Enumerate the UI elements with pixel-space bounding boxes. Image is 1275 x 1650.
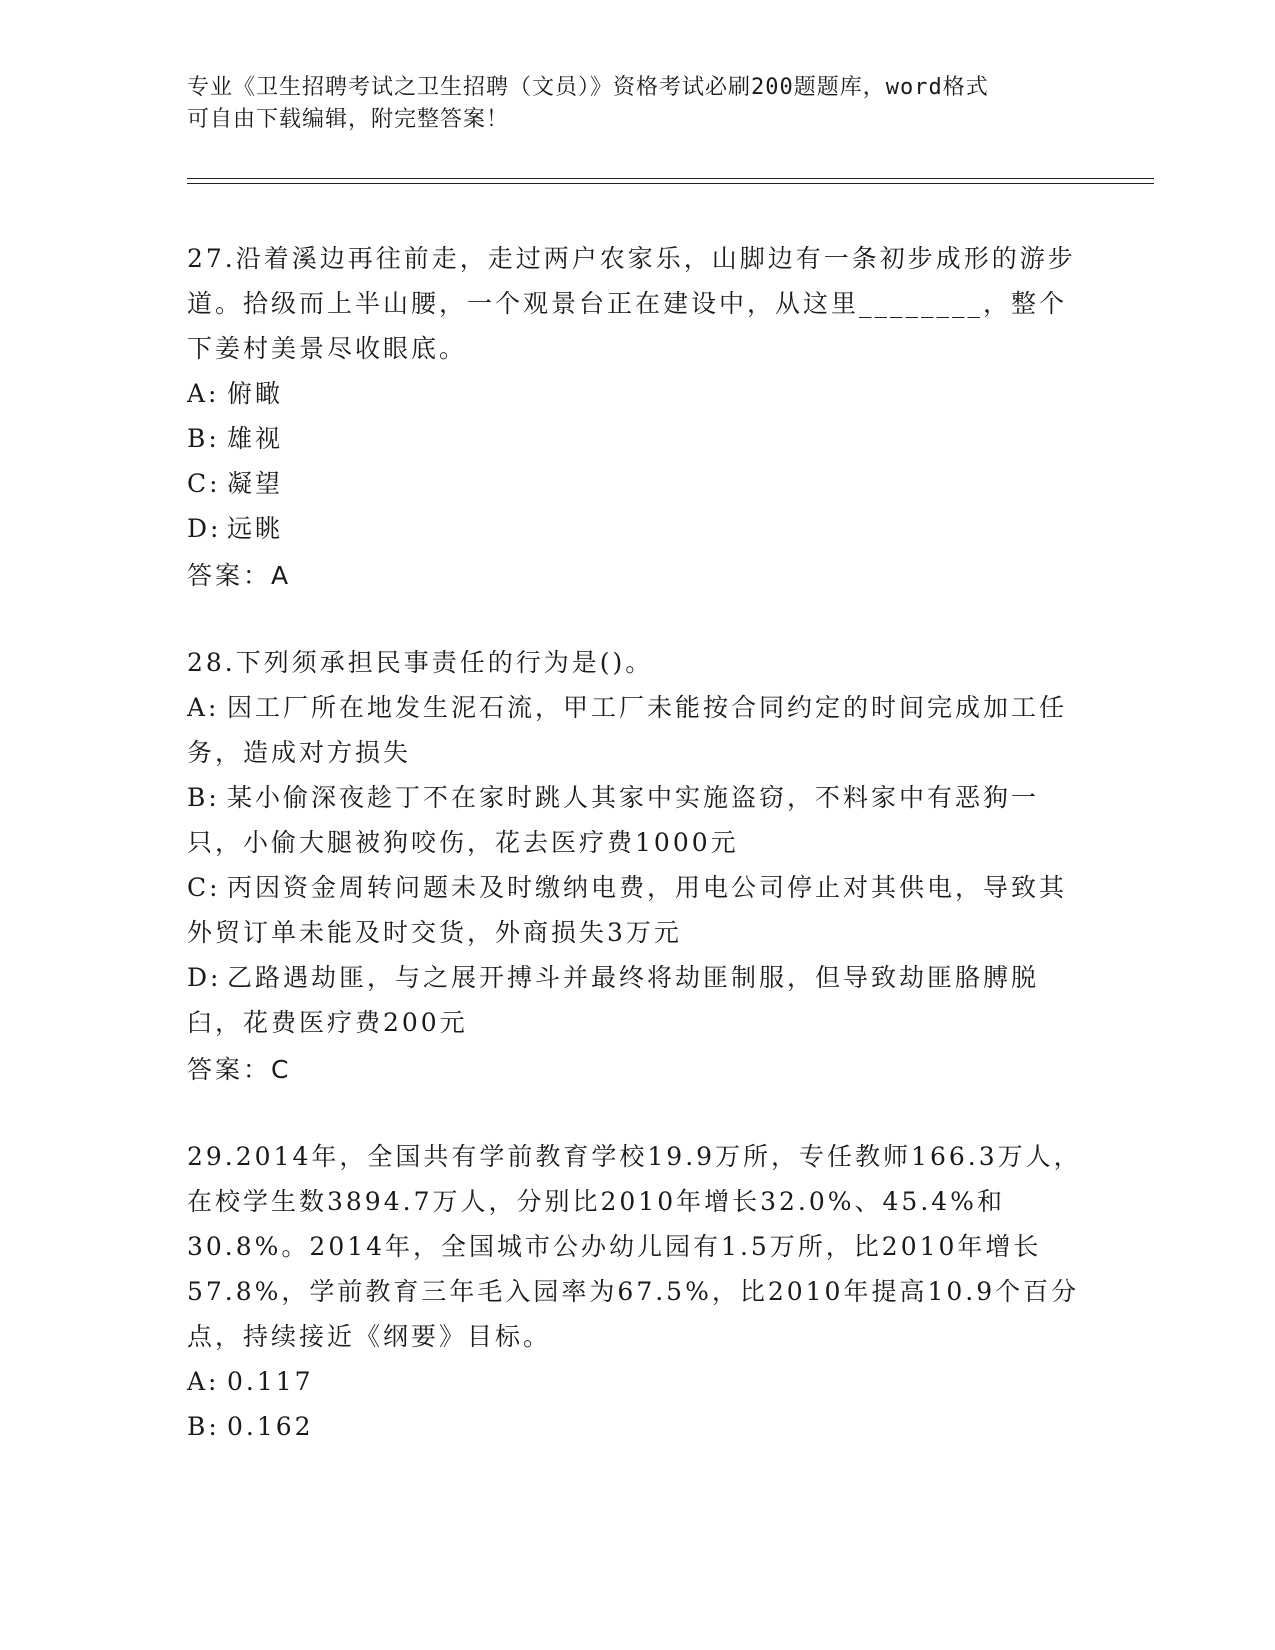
option-letter: C: [187,469,221,498]
header-line-1: 专业《卫生招聘考试之卫生招聘（文员）》资格考试必刷200题题库，word格式 [187,75,989,100]
question-29 [187,1134,1087,1449]
option-text: 0.117 [227,1367,314,1396]
header-divider-bottom [187,183,1154,184]
option-d [187,955,1087,1045]
option-letter: D: [187,514,222,543]
option-text: 凝望 [227,469,284,498]
option-letter: B: [187,424,220,453]
option-b [187,416,1087,461]
option-letter: A: [187,1367,220,1396]
question-stem: 27.沿着溪边再往前走，走过两户农家乐，山脚边有一条初步成形的游步道。拾级而上半山腰，一个观景台正在建设中，从这里________，整个下姜村美景尽收眼底。 [187,244,1076,363]
option-a [187,1359,1087,1404]
option-d [187,506,1087,551]
option-letter: B: [187,1412,220,1441]
question-stem: 28.下列须承担民事责任的行为是()。 [187,648,654,677]
question-list [187,236,1087,1491]
question-27 [187,236,1087,598]
answer-label: 答案：C [187,1055,292,1084]
option-b [187,775,1087,865]
question-28 [187,640,1087,1092]
answer-label: 答案：A [187,561,292,590]
option-c [187,461,1087,506]
question-stem: 29.2014年，全国共有学前教育学校19.9万所，专任教师166.3万人，在校学生数3894.7万人，分别比2010年增长32.0%、45.4%和30.8%。2014年，全国城市公办幼儿园有1.5万所，比2010年增长57.8%，学前教育三年毛入园率为67.5%，比2010年提高10.9个百分点，持续接近《纲要》目标。 [187,1142,1082,1351]
option-a [187,685,1087,775]
option-text: 远眺 [227,514,284,543]
header-divider-top [187,178,1154,179]
option-text: 0.162 [227,1412,314,1441]
option-text: 丙因资金周转问题未及时缴纳电费，用电公司停止对其供电，导致其外贸订单未能及时交货，外商损失3万元 [187,873,1068,947]
option-letter: D: [187,963,222,992]
option-c [187,865,1087,955]
document-header [187,72,1067,136]
option-letter: A: [187,379,220,408]
option-text: 某小偷深夜趁丁不在家时跳人其家中实施盗窃，不料家中有恶狗一只，小偷大腿被狗咬伤，花去医疗费1000元 [187,783,1040,857]
option-text: 俯瞰 [227,379,284,408]
option-letter: A: [187,693,220,722]
option-text: 因工厂所在地发生泥石流，甲工厂未能按合同约定的时间完成加工任务，造成对方损失 [187,693,1068,767]
option-text: 雄视 [227,424,284,453]
option-text: 乙路遇劫匪，与之展开搏斗并最终将劫匪制服，但导致劫匪胳膊脱臼，花费医疗费200元 [187,963,1040,1037]
option-a [187,371,1087,416]
option-letter: C: [187,873,221,902]
header-line-2: 可自由下载编辑，附完整答案！ [187,107,510,132]
option-b [187,1404,1087,1449]
option-letter: B: [187,783,220,812]
